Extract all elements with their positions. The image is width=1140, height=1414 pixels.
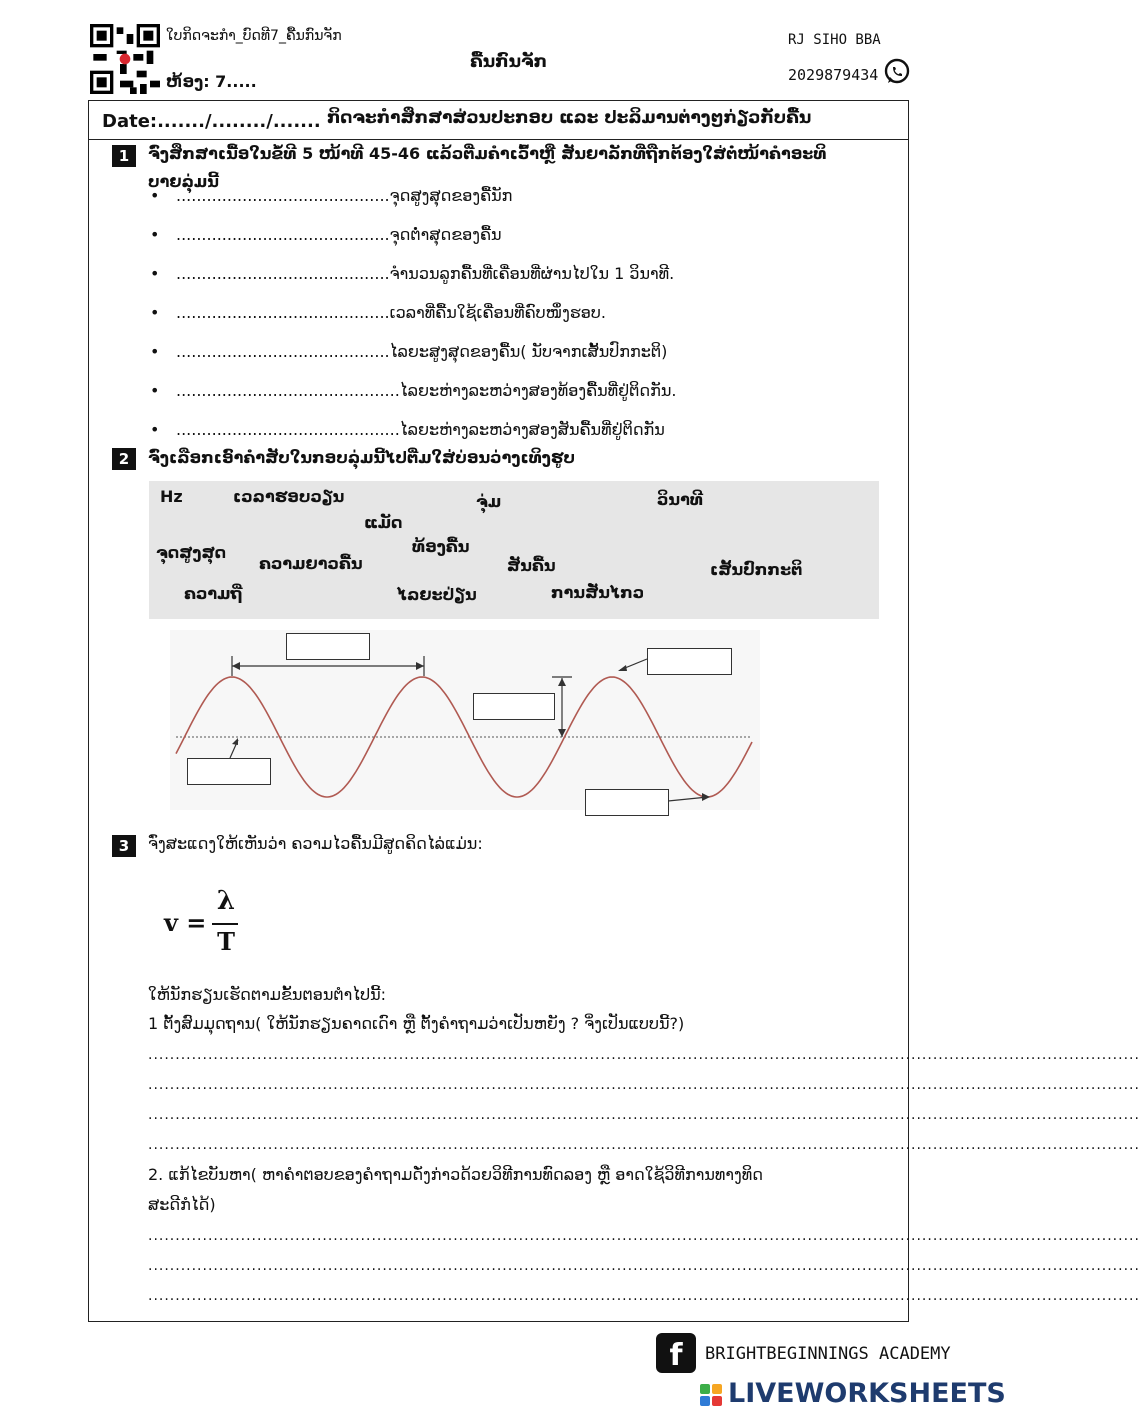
qr-code-icon bbox=[90, 24, 160, 94]
wavelength-answer-box[interactable] bbox=[286, 633, 370, 660]
q1-item-text: ຈຸດຕ່ຳສຸດຂອງຄື້ນ bbox=[389, 225, 502, 244]
q1-answer-blank[interactable]: .......................................... bbox=[176, 264, 390, 283]
word-bank-item: ເວລາຮອບວຽນ bbox=[233, 487, 345, 506]
answer-line[interactable]: ...................................................................................................................................................................................... bbox=[148, 1137, 1140, 1153]
word-bank-item: ທ້ອງຄື້ນ bbox=[412, 537, 470, 556]
q1-answer-blank[interactable]: ............................................ bbox=[176, 420, 400, 439]
q1-item-text: ໄລຍະຫ່າງລະຫວ່າງສອງທ້ອງຄື້ນທີ່ຢູ່ຕິດກັນ. bbox=[399, 381, 677, 400]
question-3-number: 3 bbox=[112, 835, 136, 857]
q1-answer-blank[interactable]: .......................................... bbox=[176, 303, 390, 322]
word-bank-item: ໄລຍະປ່ຽນ bbox=[397, 585, 477, 604]
phone-number: 2029879434 bbox=[788, 66, 879, 84]
trough-answer-box[interactable] bbox=[585, 789, 669, 816]
facebook-icon: f bbox=[656, 1333, 696, 1373]
answer-line[interactable]: ...................................................................................................................................................................................... bbox=[148, 1258, 1140, 1274]
brand-name: LIVEWORKSHEETS bbox=[728, 1378, 1006, 1409]
date-field[interactable]: Date:......./......../....... bbox=[102, 111, 321, 132]
q3-step-2: 2. ແກ້ໄຂບັນຫາ( ຫາຄຳຕອບຂອງຄຳຖາມດັ່ງກ່າວດ້ວຍວິທີການທົດລອງ ຫຼື ອາດໃຊ້ວິທີການທາງທິດ bbox=[148, 1165, 763, 1184]
word-bank-item: ການສັ່ນໄກວ bbox=[551, 583, 645, 602]
word-bank-item: ວິນາທີ bbox=[657, 490, 703, 509]
answer-line[interactable]: ...................................................................................................................................................................................... bbox=[148, 1047, 1140, 1063]
question-2-prompt: ຈົ່ງເລືອກເອົາຄຳສັບໃນກອບລຸ່ມນີ້ໄປຕື່ມໃສ່ບ່ອນວ່າງເທິງຮູບ bbox=[148, 448, 576, 467]
q1-item-text: ໄລຍະສູງສຸດຂອງຄື້ນ( ນັບຈາກເສັ້ນປົກກະຕິ) bbox=[389, 342, 668, 361]
q3-instruction: ໃຫ້ນັກຮຽນເຮັດຕາມຂັ້ນຕອນຕຳໄປນີ້: bbox=[148, 985, 387, 1004]
q1-item: • .......................................... ໄລຍະສູງສຸດຂອງຄື້ນ( ນັບຈາກເສັ້ນປົກກະຕິ) bbox=[150, 342, 668, 361]
word-bank-item: ເສັ້ນປົກກະຕິ bbox=[710, 560, 803, 579]
q1-item-text: ຈຸດສູງສຸດຂອງຄື້ນັກ bbox=[389, 186, 513, 205]
answer-line[interactable]: ...................................................................................................................................................................................... bbox=[148, 1288, 1140, 1304]
word-bank-item: ຄວາມຍາວຄື້ນ bbox=[259, 554, 363, 573]
q1-answer-blank[interactable]: .......................................... bbox=[176, 342, 390, 361]
q1-item-text: ເວລາທີ່ຄື້ນໃຊ້ເຄື່ອນທີ່ຄົບໜຶ່ງຮອບ. bbox=[389, 303, 606, 322]
q1-item: • .......................................... ຈຸດສູງສຸດຂອງຄື້ນັກ bbox=[150, 186, 513, 205]
word-bank-item: ສັນຄື້ນ bbox=[507, 556, 556, 575]
activity-title: ກິດຈະກຳສຶກສາສ່ວນປະກອບ ແລະ ປະລິມານຕ່າງໆກ່ຽວກັບຄື້ນ bbox=[327, 108, 812, 128]
liveworksheets-logo-icon bbox=[700, 1384, 722, 1406]
q1-item-text: ໄລຍະຫ່າງລະຫວ່າງສອງສັນຄື້ນທີ່ຢູ່ຕິດກັນ bbox=[399, 420, 665, 439]
formula-denominator: T bbox=[217, 927, 235, 956]
q1-item: • ............................................ ໄລຍະຫ່າງລະຫວ່າງສອງສັນຄື້ນທີ່ຢູ່ຕິດກັນ bbox=[150, 420, 665, 439]
whatsapp-icon bbox=[883, 58, 911, 86]
question-1-prompt-cont: ບາຍລຸ່ມນີ້ bbox=[148, 172, 219, 191]
q1-answer-blank[interactable]: .......................................... bbox=[176, 186, 390, 205]
q1-item: • .......................................... ເວລາທີ່ຄື້ນໃຊ້ເຄື່ອນທີ່ຄົບໜຶ່ງຮອບ. bbox=[150, 303, 606, 322]
question-1-number: 1 bbox=[112, 145, 136, 167]
word-bank-item: Hz bbox=[160, 487, 183, 506]
room-field: ຫ້ອງ: 7..... bbox=[166, 72, 257, 91]
q1-answer-blank[interactable]: .......................................... bbox=[176, 225, 390, 244]
academy-name: BRIGHTBEGINNINGS ACADEMY bbox=[705, 1344, 951, 1364]
q3-step-2-cont: ສະດີກໍໄດ້) bbox=[148, 1195, 216, 1214]
q3-step-1: 1 ຕັ້ງສົມມຸດຖານ( ໃຫ້ນັກຮຽນຄາດເດົາ ຫຼື ຕັ້ງຄຳຖາມວ່າເປັນຫຍັງ ? ຈິ່ງເປັນແບບນີ້?) bbox=[148, 1014, 685, 1033]
word-bank-item: ຈຸດສູງສຸດ bbox=[156, 543, 227, 562]
q1-item: • .......................................... ຈຳນວນລູກຄື້ນທີ່ເຄື່ອນທີ່ຜ່ານໄປໃນ 1 ວິນາທີ. bbox=[150, 264, 675, 283]
answer-line[interactable]: ...................................................................................................................................................................................... bbox=[148, 1107, 1140, 1123]
q1-item: • .......................................... ຈຸດຕ່ຳສຸດຂອງຄື້ນ bbox=[150, 225, 502, 244]
answer-line[interactable]: ...................................................................................................................................................................................... bbox=[148, 1077, 1140, 1093]
formula-numerator: λ bbox=[216, 886, 236, 916]
worksheet-name: ໃບກິດຈະກຳ_ບົດທີ7_ຄື້ນກົນຈັກ bbox=[166, 28, 342, 44]
question-2-number: 2 bbox=[112, 448, 136, 470]
answer-line[interactable]: ...................................................................................................................................................................................... bbox=[148, 1228, 1140, 1244]
q1-answer-blank[interactable]: ............................................ bbox=[176, 381, 400, 400]
formula-fraction-bar bbox=[212, 923, 238, 925]
word-bank-item: ຄວາມຖີ່ bbox=[184, 584, 243, 603]
crest-answer-box[interactable] bbox=[647, 648, 732, 675]
question-1-prompt: ຈົ່ງສຶກສາເນື້ອໃນຂໍ້ທີ 5 ໜ້າທີ 45-46 ແລ້ວຕື່ມຄຳເວົ້າຫຼື ສັນຍາລັກທີ່ຖືກຕ້ອງໃສ່ຕໍ່ໜ້າຄຳອະທິ bbox=[148, 144, 827, 163]
page-title: ຄື້ນກົນຈັກ bbox=[470, 52, 548, 72]
word-bank-item: ຈຸ່ມ bbox=[476, 492, 502, 511]
q1-item-text: ຈຳນວນລູກຄື້ນທີ່ເຄື່ອນທີ່ຜ່ານໄປໃນ 1 ວິນາທີ. bbox=[389, 264, 675, 283]
author-name: RJ SIHO BBA bbox=[788, 32, 881, 48]
word-bank-item: ແມັດ bbox=[364, 513, 403, 532]
equilibrium-answer-box[interactable] bbox=[187, 758, 271, 785]
formula-lhs: v = bbox=[164, 908, 207, 937]
q1-item: • ............................................ ໄລຍະຫ່າງລະຫວ່າງສອງທ້ອງຄື້ນທີ່ຢູ່ຕິດກັນ. bbox=[150, 381, 677, 400]
amplitude-answer-box[interactable] bbox=[473, 693, 555, 720]
question-3-prompt: ຈົ່ງສະແດງໃຫ້ເຫັນວ່າ ຄວາມໄວຄື້ນມີສູດຄິດໄລ່ແມ່ນ: bbox=[148, 834, 483, 853]
